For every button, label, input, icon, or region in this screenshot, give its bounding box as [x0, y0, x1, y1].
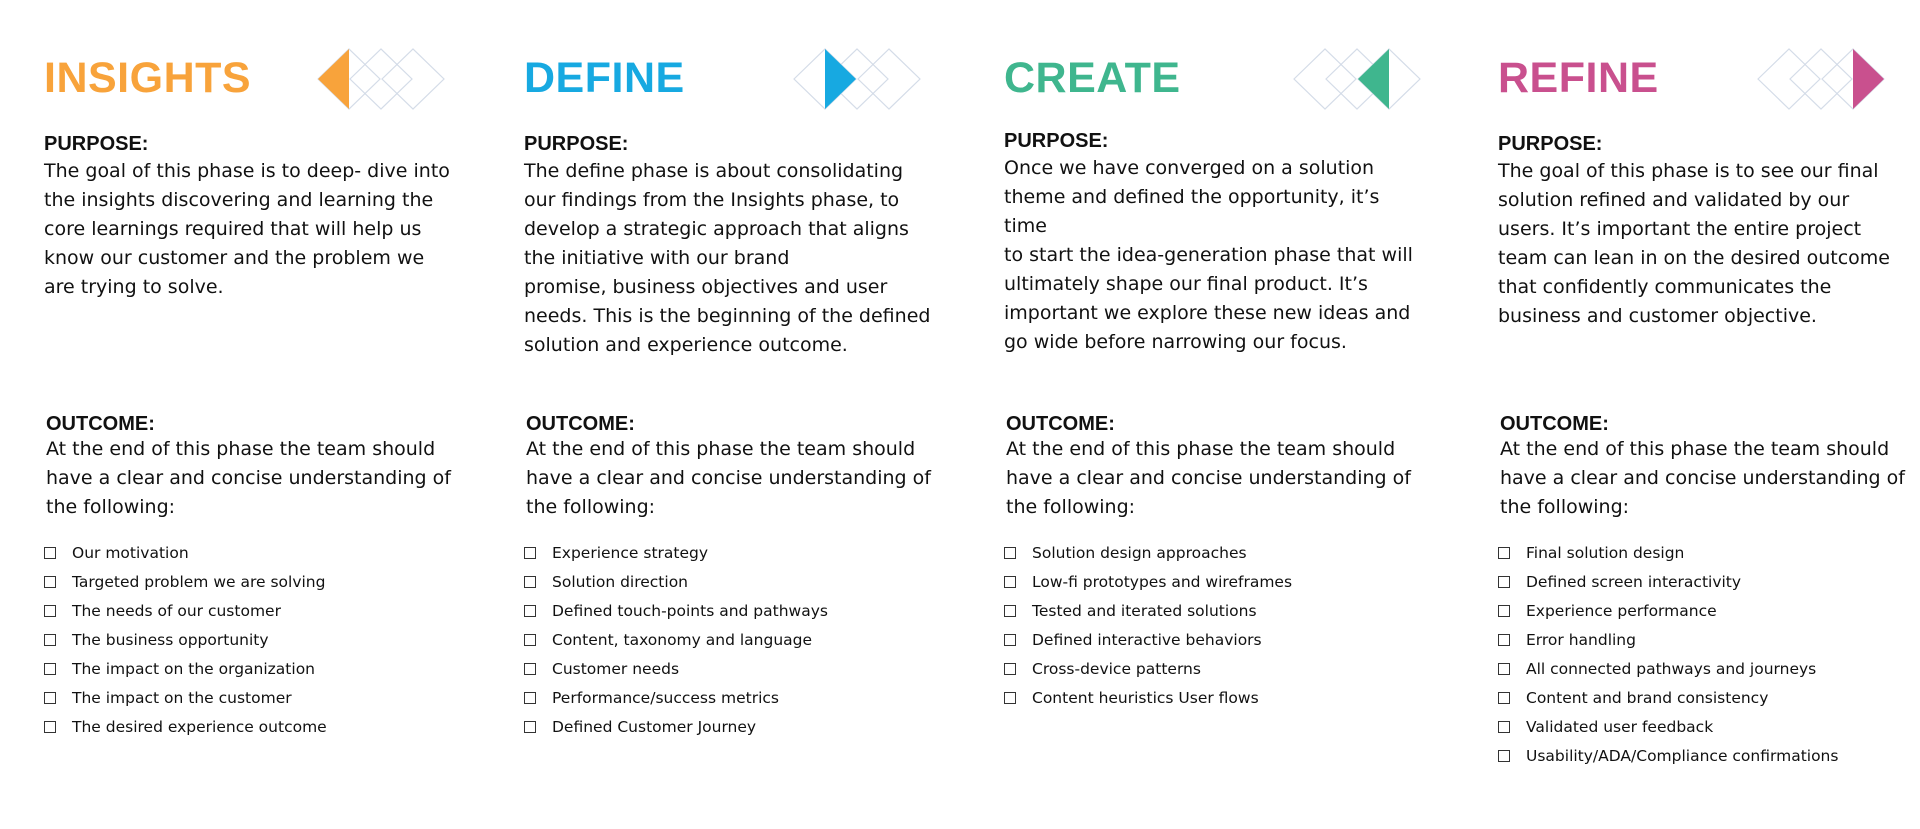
checkbox[interactable]: [1004, 634, 1016, 646]
purpose-line: theme and defined the opportunity, it’s time: [1004, 186, 1380, 237]
outcome-line: At the end of this phase the team should: [1500, 438, 1890, 460]
purpose-label: PURPOSE:: [524, 133, 629, 155]
purpose-line: The goal of this phase is to see our final: [1498, 160, 1879, 182]
diamond-strip-icon: [792, 48, 922, 110]
purpose-line: the insights discovering and learning the: [44, 189, 434, 211]
phase-column-insights: [44, 0, 464, 829]
checklist-item[interactable]: [524, 567, 828, 596]
checklist-item-label: Content and brand consistency: [1526, 688, 1769, 707]
outcome-line: have a clear and concise understanding of: [46, 467, 451, 489]
phase-title: REFINE: [1498, 54, 1659, 102]
active-phase-triangle-icon: [318, 49, 349, 109]
phase-column-create: [1004, 0, 1424, 829]
phase-title: DEFINE: [524, 54, 685, 102]
checklist-item[interactable]: [524, 654, 828, 683]
checkbox[interactable]: [1498, 547, 1510, 559]
diamond-outline-icon: [1294, 49, 1356, 109]
outcome-line: have a clear and concise understanding of: [526, 467, 931, 489]
checklist-item[interactable]: [1498, 596, 1838, 625]
checklist-item[interactable]: [524, 683, 828, 712]
purpose-line: needs. This is the beginning of the defined: [524, 305, 931, 327]
outcome-line: have a clear and concise understanding of: [1006, 467, 1411, 489]
checkbox[interactable]: [1498, 634, 1510, 646]
checklist-item-label: Content, taxonomy and language: [552, 630, 813, 649]
outcome-line: have a clear and concise understanding of: [1500, 467, 1905, 489]
checklist-item-label: Validated user feedback: [1526, 717, 1714, 736]
checklist-item[interactable]: [44, 654, 327, 683]
outcome-checklist: [1498, 538, 1838, 770]
outcome-text: [1500, 435, 1905, 522]
checklist-item[interactable]: [1498, 654, 1838, 683]
checklist-item[interactable]: [44, 683, 327, 712]
purpose-text: [524, 157, 930, 360]
purpose-line: our findings from the Insights phase, to: [524, 189, 900, 211]
checklist-item-label: Performance/success metrics: [552, 688, 779, 707]
checklist-item-label: Defined touch-points and pathways: [552, 601, 828, 620]
diamond-outline-icon: [1758, 49, 1820, 109]
purpose-text: [1498, 157, 1890, 331]
checklist-item-label: Targeted problem we are solving: [72, 572, 326, 591]
purpose-line: users. It’s important the entire project: [1498, 218, 1862, 240]
checklist-item[interactable]: [524, 538, 828, 567]
outcome-text: [46, 435, 451, 522]
diamond-outline-icon: [350, 49, 412, 109]
active-phase-triangle-icon: [1358, 49, 1389, 109]
outcome-line: the following:: [1006, 496, 1136, 518]
checklist-item-label: Usability/ADA/Compliance confirmations: [1526, 746, 1839, 765]
checklist-item-label: Cross-device patterns: [1032, 659, 1201, 678]
checkbox[interactable]: [44, 547, 56, 559]
outcome-line: At the end of this phase the team should: [526, 438, 916, 460]
checklist-item-label: Defined Customer Journey: [552, 717, 757, 736]
checkbox[interactable]: [1498, 605, 1510, 617]
phase-progress-diamonds: [1756, 48, 1886, 110]
outcome-text: [526, 435, 931, 522]
active-phase-triangle-icon: [1853, 49, 1884, 109]
checklist-item[interactable]: [1498, 683, 1838, 712]
checkbox[interactable]: [524, 634, 536, 646]
checkbox[interactable]: [44, 576, 56, 588]
checkbox[interactable]: [1004, 663, 1016, 675]
outcome-line: the following:: [1500, 496, 1630, 518]
checkbox[interactable]: [1498, 663, 1510, 675]
purpose-line: know our customer and the problem we: [44, 247, 425, 269]
checkbox[interactable]: [44, 663, 56, 675]
checklist-item[interactable]: [1004, 538, 1292, 567]
checklist-item-label: Content heuristics User flows: [1032, 688, 1259, 707]
checklist-item-label: Low-fi prototypes and wireframes: [1032, 572, 1293, 591]
phase-title: CREATE: [1004, 54, 1181, 102]
phase-progress-diamonds: [1292, 48, 1422, 110]
purpose-line: are trying to solve.: [44, 276, 224, 298]
outcome-line: the following:: [46, 496, 176, 518]
diamond-strip-icon: [316, 48, 446, 110]
checklist-item[interactable]: [1004, 654, 1292, 683]
purpose-line: the initiative with our brand: [524, 247, 790, 269]
checklist-item-label: The desired experience outcome: [72, 717, 327, 736]
checkbox[interactable]: [44, 692, 56, 704]
checklist-item[interactable]: [524, 712, 828, 741]
checkbox[interactable]: [1004, 692, 1016, 704]
phase-progress-diamonds: [316, 48, 446, 110]
checklist-item-label: Experience strategy: [552, 543, 709, 562]
outcome-text: [1006, 435, 1411, 522]
purpose-line: business and customer objective.: [1498, 305, 1817, 327]
purpose-label: PURPOSE:: [44, 133, 149, 155]
checklist-item[interactable]: [1004, 625, 1292, 654]
checkbox[interactable]: [1004, 605, 1016, 617]
checklist-item-label: Solution direction: [552, 572, 688, 591]
checkbox[interactable]: [524, 605, 536, 617]
checklist-item-label: Experience performance: [1526, 601, 1717, 620]
checkbox[interactable]: [44, 605, 56, 617]
phase-column-define: [524, 0, 944, 829]
purpose-line: to start the idea-generation phase that will: [1004, 244, 1413, 266]
checklist-item[interactable]: [1498, 712, 1838, 741]
checkbox[interactable]: [1498, 692, 1510, 704]
checkbox[interactable]: [44, 721, 56, 733]
checkbox[interactable]: [524, 547, 536, 559]
checklist-item-label: Our motivation: [72, 543, 189, 562]
checkbox[interactable]: [524, 576, 536, 588]
outcome-label: OUTCOME:: [526, 413, 635, 435]
checklist-item-label: Error handling: [1526, 630, 1636, 649]
purpose-line: solution refined and validated by our: [1498, 189, 1850, 211]
checklist-item-label: All connected pathways and journeys: [1526, 659, 1817, 678]
checklist-item-label: Tested and iterated solutions: [1032, 601, 1257, 620]
outcome-label: OUTCOME:: [1500, 413, 1609, 435]
checklist-item-label: The impact on the organization: [72, 659, 315, 678]
checklist-item-label: Customer needs: [552, 659, 680, 678]
outcome-line: At the end of this phase the team should: [46, 438, 436, 460]
checkbox[interactable]: [1498, 576, 1510, 588]
checkbox[interactable]: [1004, 547, 1016, 559]
checklist-item[interactable]: [1004, 596, 1292, 625]
checklist-item[interactable]: [44, 596, 327, 625]
phase-title: INSIGHTS: [44, 54, 252, 102]
checklist-item-label: The needs of our customer: [72, 601, 281, 620]
outcome-line: At the end of this phase the team should: [1006, 438, 1396, 460]
purpose-line: The define phase is about consolidating: [524, 160, 904, 182]
purpose-line: team can lean in on the desired outcome: [1498, 247, 1890, 269]
outcome-line: the following:: [526, 496, 656, 518]
checklist-item[interactable]: [1498, 538, 1838, 567]
checklist-item[interactable]: [44, 538, 327, 567]
checklist-item[interactable]: [44, 567, 327, 596]
checkbox[interactable]: [524, 692, 536, 704]
purpose-line: develop a strategic approach that aligns: [524, 218, 909, 240]
checkbox[interactable]: [1498, 721, 1510, 733]
checklist-item[interactable]: [44, 625, 327, 654]
purpose-line: that confidently communicates the: [1498, 276, 1832, 298]
phase-column-refine: [1498, 0, 1918, 829]
purpose-line: go wide before narrowing our focus.: [1004, 331, 1347, 353]
purpose-line: core learnings required that will help us: [44, 218, 422, 240]
checkbox[interactable]: [1004, 576, 1016, 588]
purpose-line: ultimately shape our final product. It’s: [1004, 273, 1368, 295]
checkbox[interactable]: [524, 663, 536, 675]
checkbox[interactable]: [524, 721, 536, 733]
checklist-item-label: The impact on the customer: [72, 688, 292, 707]
phase-progress-diamonds: [792, 48, 922, 110]
active-phase-triangle-icon: [825, 49, 856, 109]
checkbox[interactable]: [44, 634, 56, 646]
diamond-strip-icon: [1292, 48, 1422, 110]
diamond-outline-icon: [858, 49, 920, 109]
checkbox[interactable]: [1498, 750, 1510, 762]
checklist-item[interactable]: [44, 712, 327, 741]
diamond-strip-icon: [1756, 48, 1886, 110]
outcome-checklist: [1004, 538, 1292, 712]
outcome-checklist: [44, 538, 327, 741]
purpose-line: The goal of this phase is to deep- dive into: [44, 160, 450, 182]
checklist-item-label: The business opportunity: [72, 630, 269, 649]
diamond-outline-icon: [1790, 49, 1852, 109]
purpose-line: important we explore these new ideas and: [1004, 302, 1411, 324]
purpose-line: Once we have converged on a solution: [1004, 157, 1375, 179]
checklist-item[interactable]: [1498, 741, 1838, 770]
purpose-label: PURPOSE:: [1498, 133, 1603, 155]
purpose-text: [44, 157, 450, 302]
outcome-checklist: [524, 538, 828, 741]
checklist-item[interactable]: [1004, 567, 1292, 596]
checklist-item[interactable]: [524, 625, 828, 654]
purpose-line: promise, business objectives and user: [524, 276, 888, 298]
checklist-item[interactable]: [1004, 683, 1292, 712]
diamond-outline-icon: [382, 49, 444, 109]
purpose-text: [1004, 154, 1424, 357]
purpose-label: PURPOSE:: [1004, 130, 1109, 152]
checklist-item-label: Defined interactive behaviors: [1032, 630, 1262, 649]
checklist-item-label: Final solution design: [1526, 543, 1685, 562]
outcome-label: OUTCOME:: [1006, 413, 1115, 435]
checklist-item[interactable]: [1498, 567, 1838, 596]
checklist-item-label: Defined screen interactivity: [1526, 572, 1742, 591]
checklist-item-label: Solution design approaches: [1032, 543, 1247, 562]
checklist-item[interactable]: [524, 596, 828, 625]
outcome-label: OUTCOME:: [46, 413, 155, 435]
checklist-item[interactable]: [1498, 625, 1838, 654]
purpose-line: solution and experience outcome.: [524, 334, 848, 356]
